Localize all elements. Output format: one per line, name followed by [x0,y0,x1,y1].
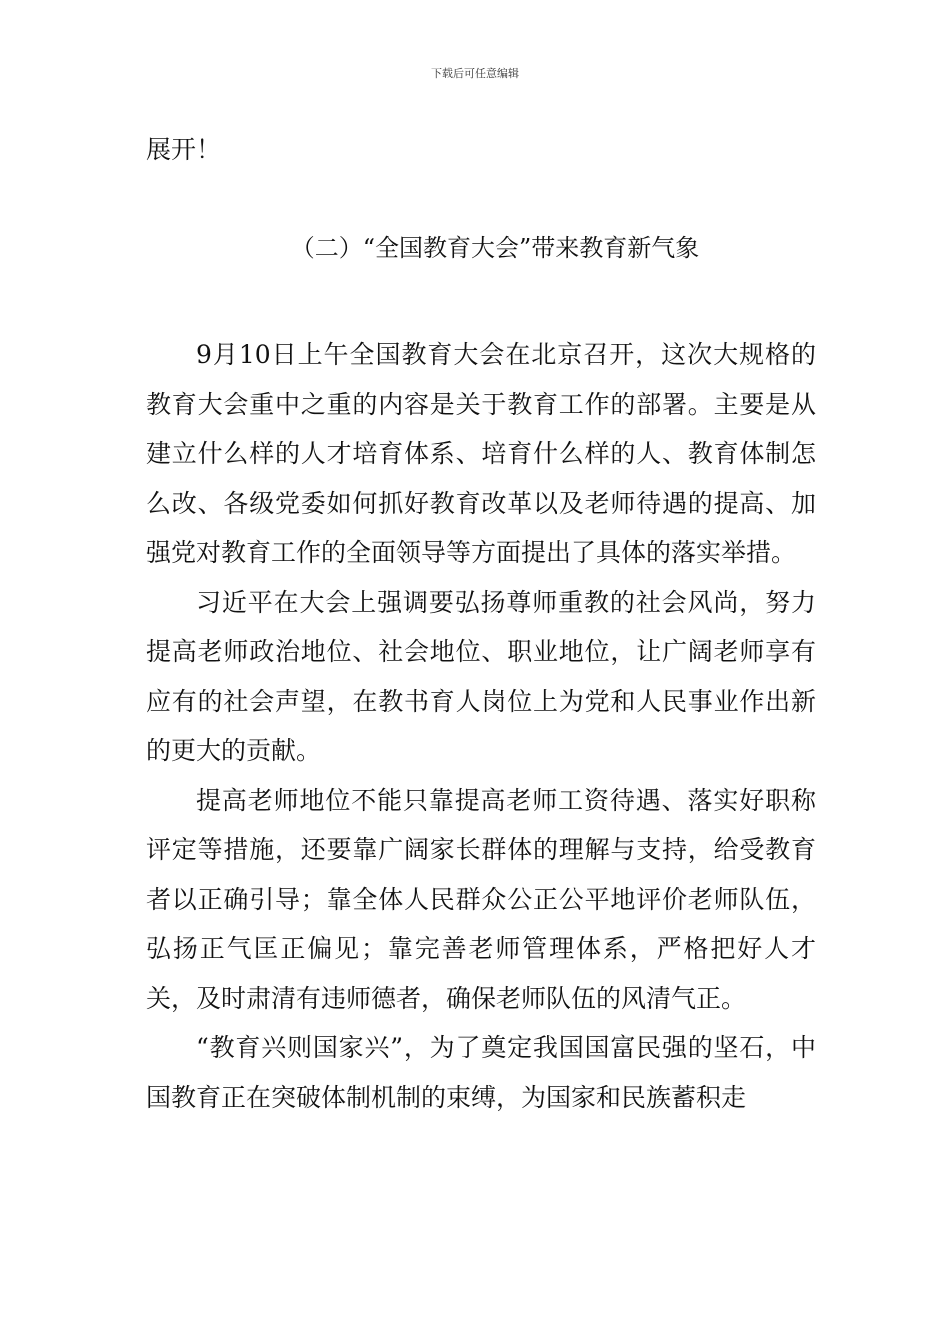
paragraph-teacher-status: 习近平在大会上强调要弘扬尊师重教的社会风尚，努力提高老师政治地位、社会地位、职业地位，让广阔老师享有应有的社会声望，在教书育人岗位上为党和人民事业作出新的更大的贡献。 [146,587,816,765]
paragraph-raising-teacher-position: 提高老师地位不能只靠提高老师工资待遇、落实好职称评定等措施，还要靠广阔家长群体的理解与支持，给受教育者以正确引导；靠全体人民群众公正公平地评价老师队伍，弘扬正气匡正偏见；靠完善老师管理体系，严格把好人才关，及时肃清有违师德者，确保老师队伍的风清气正。 [146,785,816,1013]
page-header: 下载后可任意编辑 [431,67,519,80]
section-heading: （二）“全国教育大会”带来教育新气象 [290,234,700,262]
paragraph-education-conference: 9月10日上午全国教育大会在北京召开，这次大规格的教育大会重中之重的内容是关于教育工作的部署。主要是从建立什么样的人才培育体系、培育什么样的人、教育体制怎么改、各级党委如何抓好教育改革以及老师待遇的提高、加强党对教育工作的全面领导等方面提出了具体的落实举措。 [146,340,816,567]
paragraph-education-prosperity: “教育兴则国家兴”，为了奠定我国国富民强的坚石，中国教育正在突破体制机制的束缚，为国家和民族蓄积走 [146,1033,816,1112]
lead-text: 展开！ [146,135,222,164]
document-body [146,330,816,1122]
